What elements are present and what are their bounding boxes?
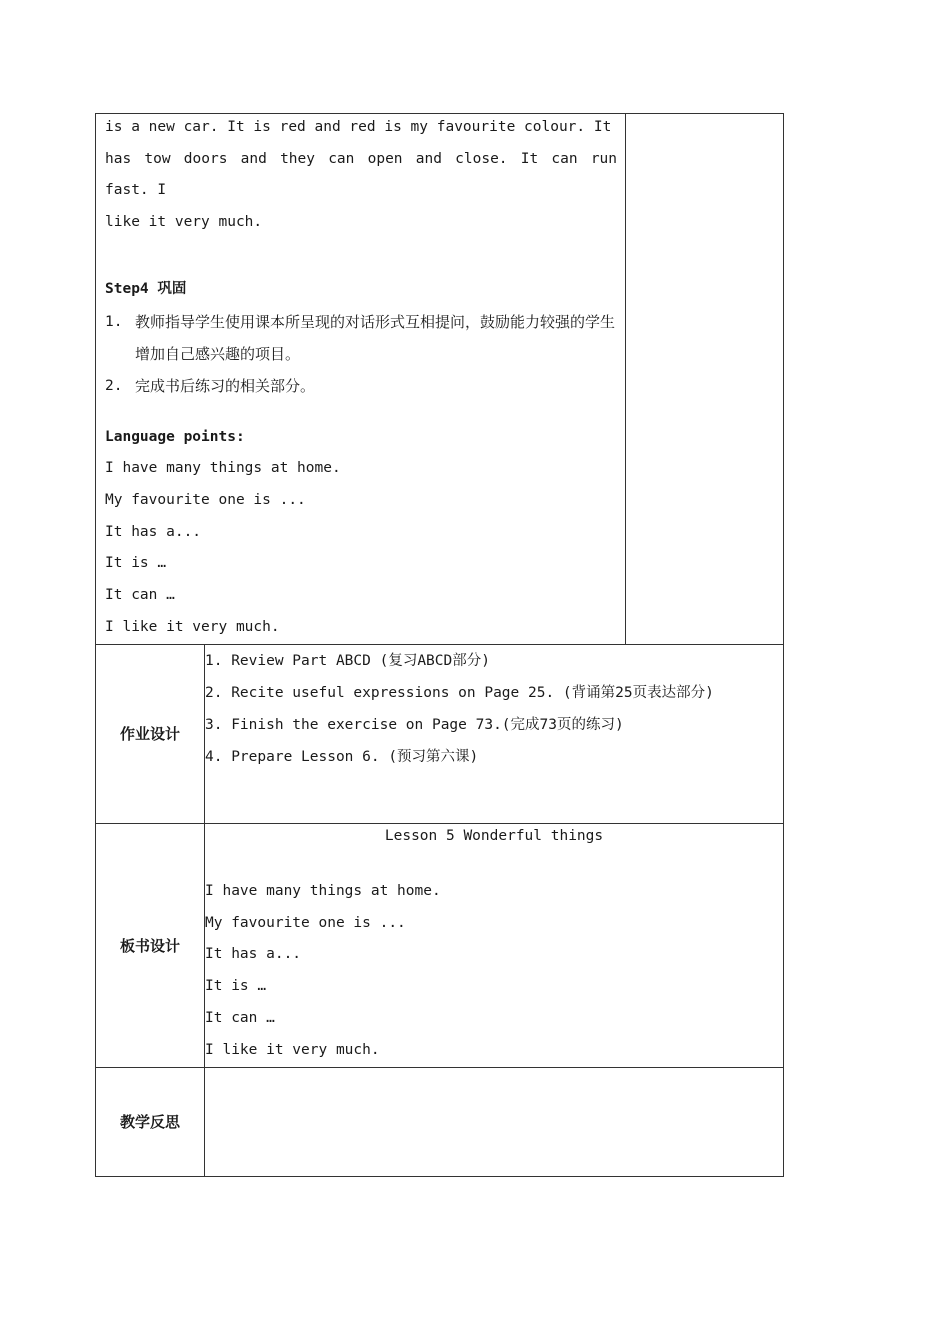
step4-item-text: 完成书后练习的相关部分。: [135, 377, 316, 395]
board-design-row: [96, 823, 784, 1067]
board-line: It has a...: [205, 946, 302, 963]
board-line: My favourite one is ...: [205, 914, 406, 931]
step4-item: [105, 370, 617, 402]
language-point: It is …: [105, 555, 167, 572]
board-design-label: 板书设计: [96, 823, 205, 1067]
language-point: I like it very much.: [105, 618, 280, 635]
procedure-row: [96, 114, 784, 645]
homework-cell: [205, 644, 784, 823]
board-lines: [205, 876, 783, 1067]
procedure-paragraph: [105, 112, 617, 238]
language-point: It has a...: [105, 523, 202, 540]
paragraph-line: is a new car. It is red and red is my favourite colour. It: [105, 119, 612, 135]
board-line: It can …: [205, 1009, 275, 1026]
board-line: It is …: [205, 978, 267, 995]
step4-list: [105, 306, 617, 402]
reflection-label: 教学反思: [96, 1067, 205, 1176]
paragraph-line: like it very much.: [105, 213, 263, 230]
language-point: My favourite one is ...: [105, 491, 306, 508]
step4-item: [105, 306, 617, 370]
homework-item: 3. Finish the exercise on Page 73.(完成73页的练习): [205, 716, 624, 733]
board-line: I have many things at home.: [205, 882, 441, 899]
homework-item: 1. Review Part ABCD (复习ABCD部分): [205, 652, 490, 669]
homework-item: 4. Prepare Lesson 6. (预习第六课): [205, 748, 479, 765]
step4-item-text: 教师指导学生使用课本所呈现的对话形式互相提问，鼓励能力较强的学生增加自己感兴趣的项目。: [135, 313, 616, 363]
board-line: I like it very much.: [205, 1041, 380, 1058]
board-title: Lesson 5 Wonderful things: [384, 827, 604, 844]
step4-item-number: 2.: [105, 378, 123, 394]
language-point: It can …: [105, 587, 175, 604]
lesson-plan-table: [95, 113, 784, 1177]
board-design-cell: [205, 823, 784, 1067]
language-point: I have many things at home.: [105, 460, 341, 476]
reflection-cell: [205, 1067, 784, 1176]
procedure-cell: [96, 114, 626, 645]
language-points-list: [105, 453, 617, 644]
language-points-heading: Language points:: [105, 429, 245, 445]
homework-label: 作业设计: [96, 644, 205, 823]
paragraph-line: has tow doors and they can open and close. It can run fast. I: [105, 150, 618, 198]
step4-heading: Step4 巩固: [105, 281, 187, 297]
step4-item-number: 1.: [105, 314, 123, 330]
reflection-row: [96, 1067, 784, 1176]
homework-row: [96, 644, 784, 823]
homework-item: 2. Recite useful expressions on Page 25. (背诵第25页表达部分): [205, 684, 714, 701]
notes-cell: [626, 114, 784, 645]
